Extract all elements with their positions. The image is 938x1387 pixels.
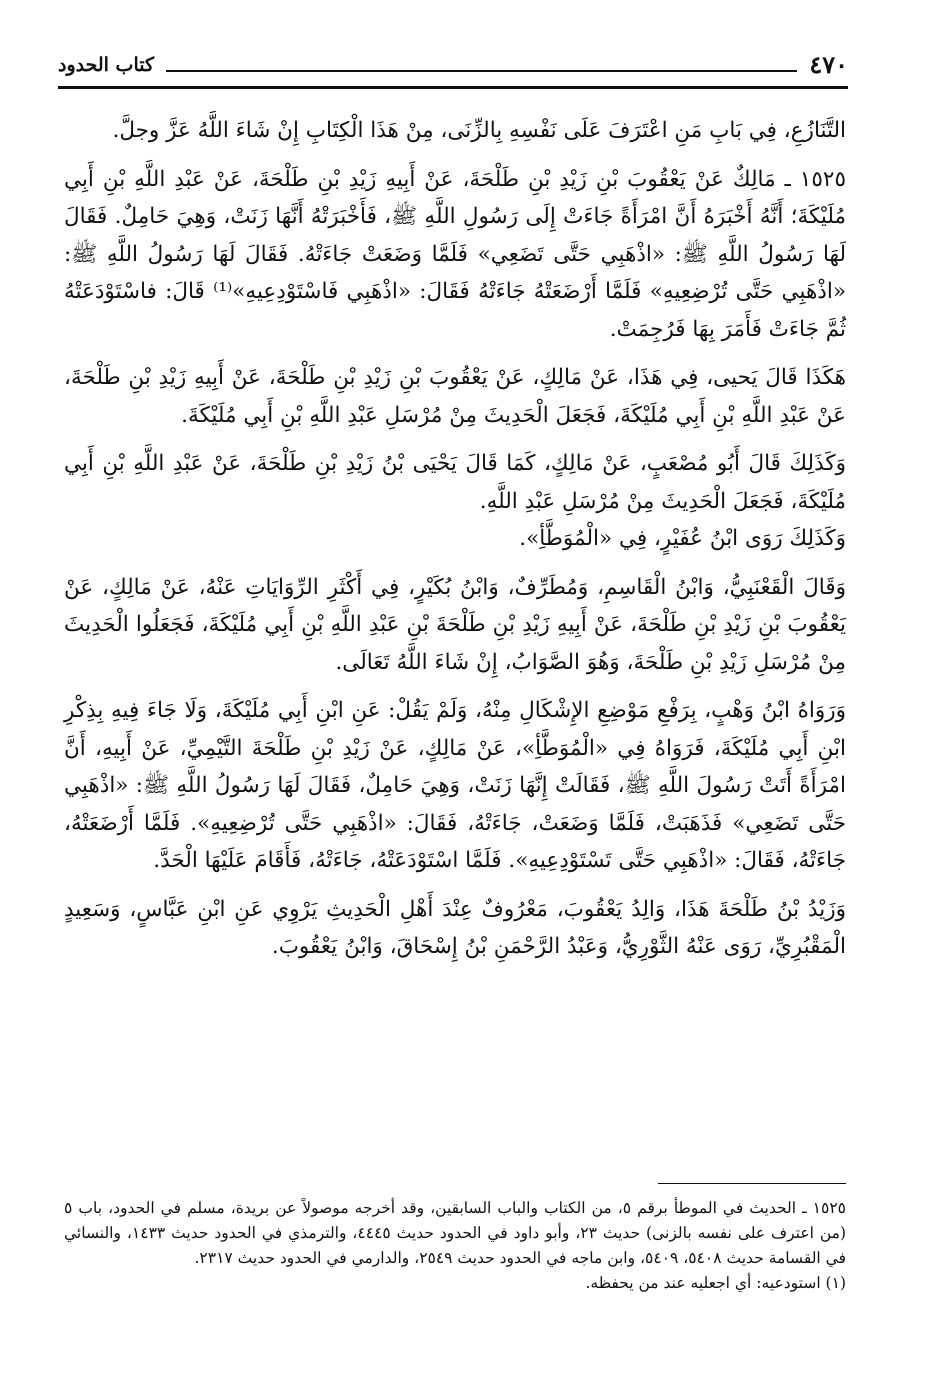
footnote: ١٥٢٥ ـ الحديث في الموطأ برقم ٥، من الكتاب والباب السابقين، وقد أخرجه موصولاً عن بريدة، مسلم في الحدود، باب ٥ (من اعترف على نفسه بالزنى) حديث ٢٣، وأبو داود في الحدود حديث ٤٤٤٥، والترمذي في الحدود حديث ١٤٣٣، والنسائي في القسامة حديث ٥٤٠٨، ٥٤٠٩، وابن ماجه في الحدود حديث ٢٥٤٩، والدارمي في الحدود حديث ٢٣١٧. <box>64 1199 847 1267</box>
main-text <box>64 112 846 977</box>
footnote: (١) استودعيه: أي اجعليه عند من يحفظه. <box>585 1274 846 1292</box>
page-header <box>58 40 848 80</box>
paragraph: وَزَيْدُ بْنُ طَلْحَةَ هَذَا، وَالِدُ يَعْقُوبَ، مَعْرُوفٌ عِنْدَ أَهْلِ الْحَدِيثِ يَرْوِي عَنِ ابْنِ عَبَّاسٍ، وَسَعِيدٍ الْمَقْبُرِيِّ، رَوَى عَنْهُ الثَّوْرِيُّ، وَعَبْدُ الرَّحْمَنِ بْنُ إِسْحَاقَ، وَابْنُ يَعْقُوبَ. <box>64 896 846 959</box>
header-rule <box>58 86 848 89</box>
header-line <box>166 70 797 72</box>
paragraph: التَّنَازُعِ، فِي بَابِ مَنِ اعْتَرَفَ عَلَى نَفْسِهِ بِالزِّنَى، مِنْ هَذَا الْكِتَابِ إِنْ شَاءَ اللَّهُ عَزَّ وجلَّ. <box>112 118 846 143</box>
footnote-rule <box>658 1183 846 1184</box>
paragraph: وَكَذَلِكَ رَوَى ابْنُ عُفَيْرٍ، فِي «الْمُوَطَّأِ». <box>519 526 846 551</box>
paragraph: هَكَذَا قَالَ يَحيى، فِي هَذَا، عَنْ مَالِكٍ، عَنْ يَعْقُوبَ بْنِ زَيْدِ بْنِ طَلْحَةَ، عَنْ أَبِيهِ زَيْدِ بْنِ طَلْحَةَ، عَنْ عَبْدِ اللَّهِ بْنِ أَبِي مُلَيْكَةَ، فَجَعَلَ الْحَدِيثَ مِنْ مُرْسَلِ عَبْدِ اللَّهِ بْنِ أَبِي مُلَيْكَةَ. <box>64 365 846 428</box>
paragraph: وَقَالَ الْقَعْنَبِيُّ، وَابْنُ الْقَاسِمِ، وَمُطَرِّفٌ، وَابْنُ بُكَيْرٍ، فِي أَكْثَرِ الرِّوَايَاتِ عَنْهُ، عَنْ مَالِكٍ، عَنْ يَعْقُوبَ بْنِ زَيْدِ بْنِ طَلْحَةَ، عَنْ أَبِيهِ زَيْدِ بْنِ طَلْحَةَ بْنِ عَبْدِ اللَّهِ بْنِ أَبِي مُلَيْكَةَ، فَجَعَلُوا الْحَدِيثَ مِنْ مُرْسَلِ زَيْدِ بْنِ طَلْحَةَ، وَهُوَ الصَّوَابُ، إِنْ شَاءَ اللَّهُ تَعَالَى. <box>64 574 846 675</box>
book-title: كتاب الحدود <box>58 54 155 76</box>
page-number: ٤٧٠ <box>809 50 848 79</box>
hadith-paragraph: ١٥٢٥ ـ مَالِكٌ عَنْ يَعْقُوبَ بْنِ زَيْدِ بْنِ طَلْحَةَ، عَنْ أَبِيهِ زَيْدِ بْنِ طَلْحَةَ، عَنْ عَبْدِ اللَّهِ بْنِ أَبِي مُلَيْكَةَ؛ أَنَّهُ أَخْبَرَهُ أَنَّ امْرَأَةً جَاءَتْ إِلَى رَسُولِ اللَّهِ ﷺ، فَأَخْبَرَتْهُ أَنَّهَا زَنَتْ، وَهِيَ حَامِلٌ. فَقَالَ لَهَا رَسُولُ اللَّهِ ﷺ: «اذْهَبِي حَتَّى تَضَعِي» فَلَمَّا وَضَعَتْ جَاءَتْهُ. فَقَالَ لَهَا رَسُولُ اللَّهِ ﷺ: «اذْهَبِي حَتَّى تُرْضِعِيهِ» فَلَمَّا أَرْضَعَتْهُ جَاءَتْهُ فَقَالَ: «اذْهَبِي فَاسْتَوْدِعِيهِ»⁽¹⁾ قَالَ: فاسْتَوْدَعَتْهُ ثُمَّ جَاءَتْ فَأَمَرَ بِهَا فَرُجِمَتْ. <box>64 166 847 342</box>
footnotes <box>64 1196 846 1296</box>
paragraph: وَكَذَلِكَ قَالَ أَبُو مُصْعَبٍ، عَنْ مَالِكٍ، كَمَا قَالَ يَحْيَى بْنُ زَيْدِ بْنِ طَلْحَةَ، عَنْ عَبْدِ اللَّهِ بْنِ أَبِي مُلَيْكَةَ، فَجَعَلَ الْحَدِيثَ مِنْ مُرْسَلِ عَبْدِ اللَّهِ. <box>64 451 846 514</box>
paragraph: وَرَوَاهُ ابْنُ وَهْبٍ، بِرَفْعِ مَوْضِعِ الإِشْكَالِ مِنْهُ، وَلَمْ يَقُلْ: عَنِ ابْنِ أَبِي مُلَيْكَةَ، وَلَا جَاءَ فِيهِ بِذِكْرِ ابْنِ أَبِي مُلَيْكَةَ، فَرَوَاهُ فِي «الْمُوَطَّأِ»، عَنْ مَالِكٍ، عَنْ زَيْدِ بْنِ طَلْحَةَ التَّيْمِيِّ، عَنْ أَبِيهِ، أَنَّ امْرَأَةً أَتَتْ رَسُولَ اللَّهِ ﷺ، فَقَالَتْ إِنَّهَا زَنَتْ، وَهِيَ حَامِلٌ، فَقَالَ لَهَا رَسُولُ اللَّهِ ﷺ: «اذْهَبِي حَتَّى تَضَعِي» فَذَهَبَتْ، فَلَمَّا وَضَعَتْ، جَاءَتْهُ، فَقَالَ: «اذْهَبِي حَتَّى تُرْضِعِيهِ». فَلَمَّا أَرْضَعَتْهُ، جَاءَتْهُ، فَقَالَ: «اذْهَبِي حَتَّى تَسْتَوْدِعِيهِ». فَلَمَّا اسْتَوْدَعَتْهُ، جَاءَتْهُ، فَأَقَامَ عَلَيْهَا الْحَدَّ. <box>64 698 846 873</box>
